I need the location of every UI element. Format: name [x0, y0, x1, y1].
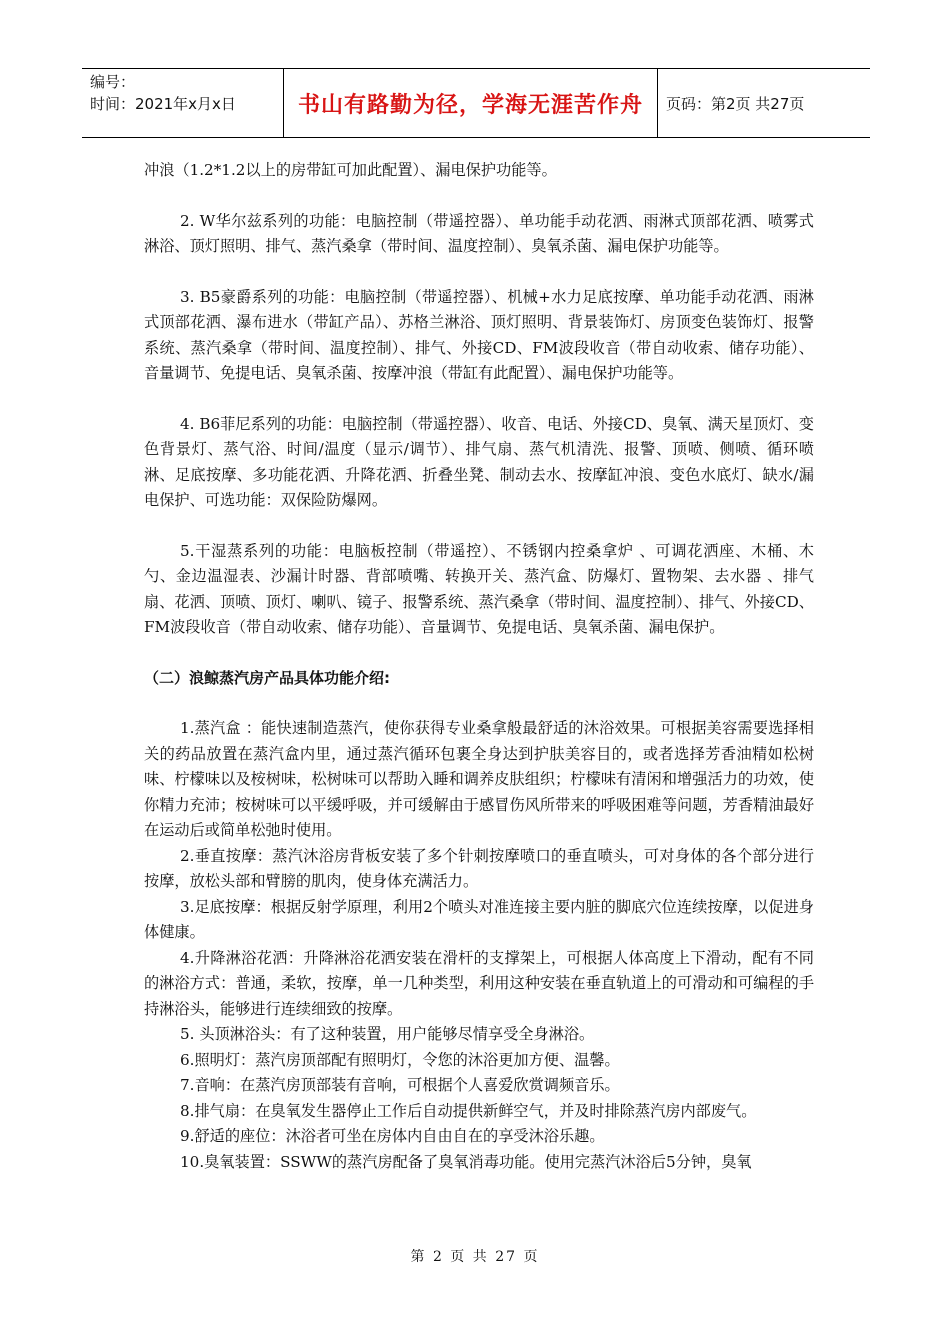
feature-item: 9.舒适的座位：沐浴者可坐在房体内自由自在的享受沐浴乐趣。 [180, 1127, 605, 1145]
feature-item: 2.垂直按摩：蒸汽沐浴房背板安装了多个针刺按摩喷口的垂直喷头，可对身体的各个部分进行按摩，放松头部和臂膀的肌肉，使身体充满活力。 [144, 846, 814, 890]
header-meta [82, 69, 284, 137]
feature-item: 3.足底按摩：根据反射学原理，利用2个喷头对准连接主要内脏的脚底穴位连续按摩，以促进身体健康。 [144, 897, 814, 941]
paragraph-series-3: 3. B5豪爵系列的功能：电脑控制（带遥控器）、机械+水力足底按摩、单功能手动花洒、雨淋式顶部花洒、瀑布进水（带缸产品）、苏格兰淋浴、顶灯照明、背景装饰灯、房顶变色装饰灯、报警系统、蒸汽桑拿（带时间、温度控制）、排气、外接CD、FM波段收音（带自动收索、储存功能）、音量调节、免提电话、臭氧杀菌、按摩冲浪（带缸有此配置）、漏电保护功能等。 [144, 287, 814, 382]
header-motto: 书山有路勤为径，学海无涯苦作舟 [284, 69, 658, 137]
feature-item: 6.照明灯：蒸汽房顶部配有照明灯，令您的沐浴更加方便、温馨。 [180, 1050, 620, 1069]
feature-item: 10.臭氧装置：SSWW的蒸汽房配备了臭氧消毒功能。使用完蒸汽沐浴后5分钟，臭氧 [180, 1152, 752, 1171]
page-header [82, 68, 870, 138]
feature-item: 5. 头顶淋浴头：有了这种装置，用户能够尽情享受全身淋浴。 [180, 1025, 595, 1043]
paragraph-series-5: 5.干湿蒸系列的功能：电脑板控制（带遥控）、不锈钢内控桑拿炉 、可调花洒座、木桶、木勺、金边温湿表、沙漏计时器、背部喷嘴、转换开关、蒸汽盒、防爆灯、置物架、去水器 、排气扇、花洒、顶喷、顶灯、喇叭、镜子、报警系统、蒸汽桑拿（带时间、温度控制）、排气、外接CD、FM波段收音（带自动收索、储存功能）、音量调节、免提电话、臭氧杀菌、漏电保护。 [144, 541, 814, 636]
paragraph-continuation: 冲浪（1.2*1.2以上的房带缸可加此配置）、漏电保护功能等。 [144, 161, 557, 179]
feature-item: 1.蒸汽盒 ：能快速制造蒸汽，使你获得专业桑拿般最舒适的沐浴效果。可根据美容需要选择相关的药品放置在蒸汽盒内里，通过蒸汽循环包裹全身达到护肤美容目的，或者选择芳香油精如松树味、柠檬味以及桉树味，松树味可以帮助入睡和调养皮肤组织；柠檬味有清闲和增强活力的功效，使你精力充沛；桉树味可以平缓呼吸，并可缓解由于感冒伤风所带来的呼吸困难等问题，芳香精油最好在运动后或简单松弛时使用。 [144, 719, 814, 839]
feature-item: 8.排气扇：在臭氧发生器停止工作后自动提供新鲜空气，并及时排除蒸汽房内部废气。 [180, 1101, 757, 1120]
section-title: （二）浪鲸蒸汽房产品具体功能介绍: [144, 668, 391, 687]
document-date: 时间：2021年x月x日 [90, 95, 236, 113]
document-number-label: 编号： [90, 73, 136, 91]
header-page-info: 页码：第2页 共27页 [666, 94, 805, 113]
paragraph-series-2: 2. W华尔兹系列的功能：电脑控制（带遥控器）、单功能手动花洒、雨淋式顶部花洒、喷雾式淋浴、顶灯照明、排气、蒸汽桑拿（带时间、温度控制）、臭氧杀菌、漏电保护功能等。 [144, 211, 814, 255]
paragraph-series-4: 4. B6菲尼系列的功能：电脑控制（带遥控器）、收音、电话、外接CD、臭氧、满天星顶灯、变色背景灯、蒸气浴、时间/温度（显示/调节）、排气扇、蒸气机清洗、报警、顶喷、侧喷、循环喷淋、足底按摩、多功能花洒、升降花洒、折叠坐凳、制动去水、按摩缸冲浪、变色水底灯、缺水/漏电保护、可选功能：双保险防爆网。 [144, 414, 814, 509]
feature-item: 4.升降淋浴花洒：升降淋浴花洒安装在滑杆的支撑架上，可根据人体高度上下滑动，配有不同的淋浴方式：普通，柔软，按摩，单一几种类型，利用这种安装在垂直轨道上的可滑动和可编程的手持淋浴头，能够进行连续细致的按摩。 [144, 948, 814, 1018]
document-body [144, 158, 814, 1175]
feature-item: 7.音响：在蒸汽房顶部装有音响，可根据个人喜爱欣赏调频音乐。 [180, 1076, 620, 1094]
page-footer: 第 2 页 共 27 页 [410, 1249, 540, 1265]
